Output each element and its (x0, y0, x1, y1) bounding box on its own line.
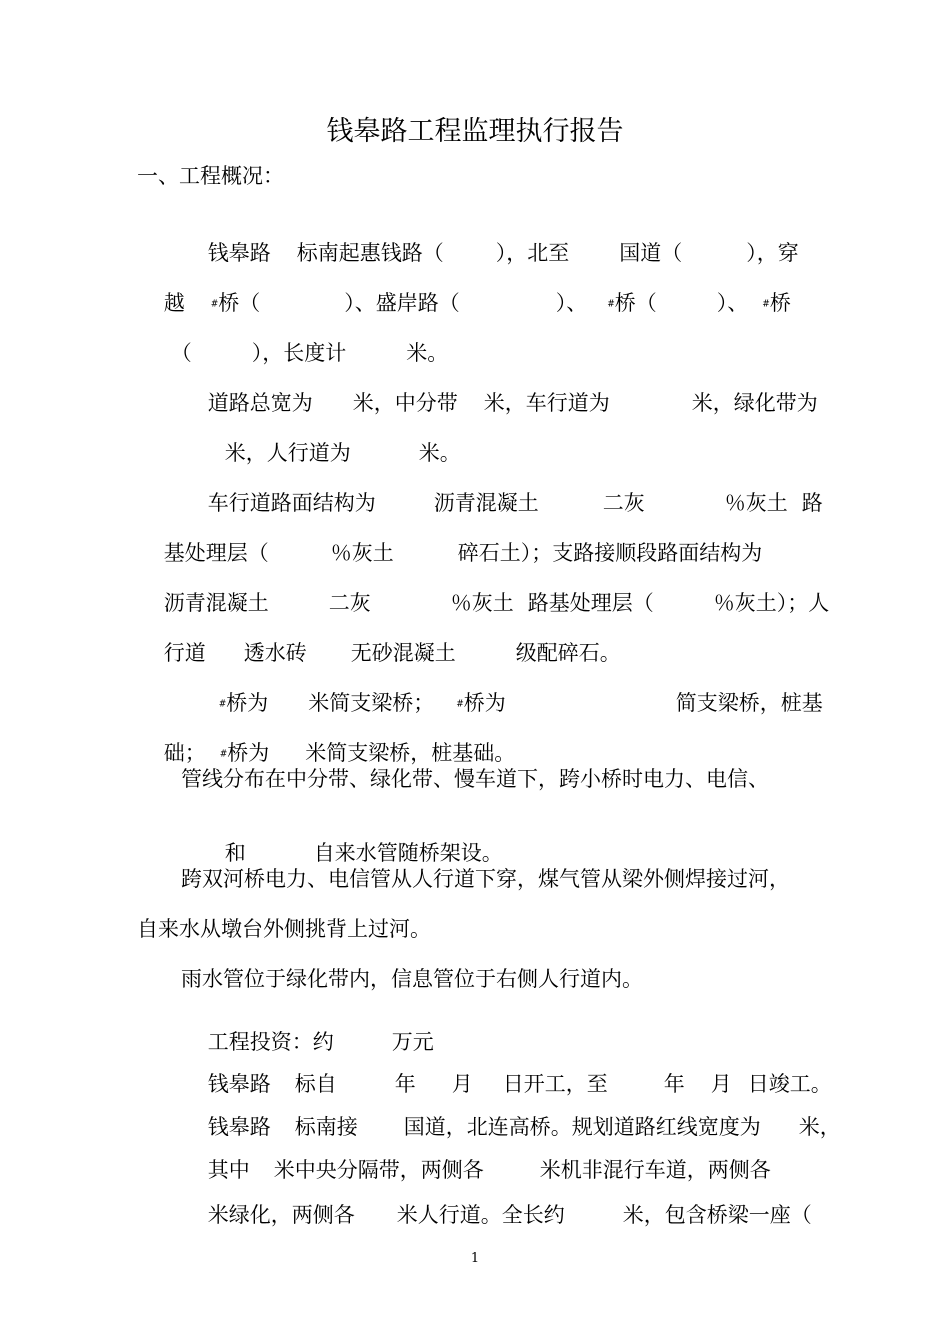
text-line: 自来水从墩台外侧挑背上过河。 (137, 917, 431, 941)
text-line: 沥青混凝土 二灰 ％灰土 路基处理层（ ％灰土）；人 (163, 591, 830, 615)
page-number: 1 (470, 1251, 480, 1266)
text-line: 钱皋路 标南起惠钱路（ ），北至 国道（ ），穿 (207, 241, 799, 265)
text-line: 行道 透水砖 无砂混凝土 级配碎石。 (163, 641, 621, 665)
text-line: 跨双河桥电力、电信管从人行道下穿，煤气管从梁外侧焊接过河， (181, 867, 790, 891)
text-line: 越 #桥（ ）、盛岸路（ ）、 #桥（ ）、 #桥 (163, 291, 791, 315)
text-line: 米，人行道为 米。 (224, 441, 461, 465)
text-line: 础； #桥为 米简支梁桥，桩基础。 (163, 741, 516, 765)
text-line: 和 自来水管随桥架设。 (224, 841, 503, 865)
text-line: 道路总宽为 米，中分带 米，车行道为 米，绿化带为 (207, 391, 818, 415)
text-line: 基处理层（ ％灰土 碎石土）；支路接顺段路面结构为 (163, 541, 763, 565)
text-line: #桥为 米简支梁桥； #桥为 简支梁桥，桩基 (218, 691, 823, 715)
text-line: 雨水管位于绿化带内，信息管位于右侧人行道内。 (181, 967, 643, 991)
page-title: 钱皋路工程监理执行报告 (326, 116, 624, 147)
text-line: 其中 米中央分隔带，两侧各 米机非混行车道，两侧各 (207, 1158, 771, 1182)
text-line: 钱皋路 标南接 国道，北连高桥。规划道路红线宽度为 米， (207, 1115, 841, 1139)
text-line: 工程投资：约 万元 (207, 1030, 434, 1054)
text-line: 车行道路面结构为 沥青混凝土 二灰 ％灰土 路 (207, 491, 823, 515)
text-line: 米绿化，两侧各 米人行道。全长约 米，包含桥梁一座（ (207, 1203, 812, 1227)
text-line: （ ），长度计 米。 (170, 341, 449, 365)
section-heading: 一、工程概况： (137, 164, 284, 188)
text-line: 钱皋路 标自 年 月 日开工，至 年 月 日竣工。 (207, 1072, 832, 1096)
text-line: 管线分布在中分带、绿化带、慢车道下，跨小桥时电力、电信、 (181, 767, 769, 791)
